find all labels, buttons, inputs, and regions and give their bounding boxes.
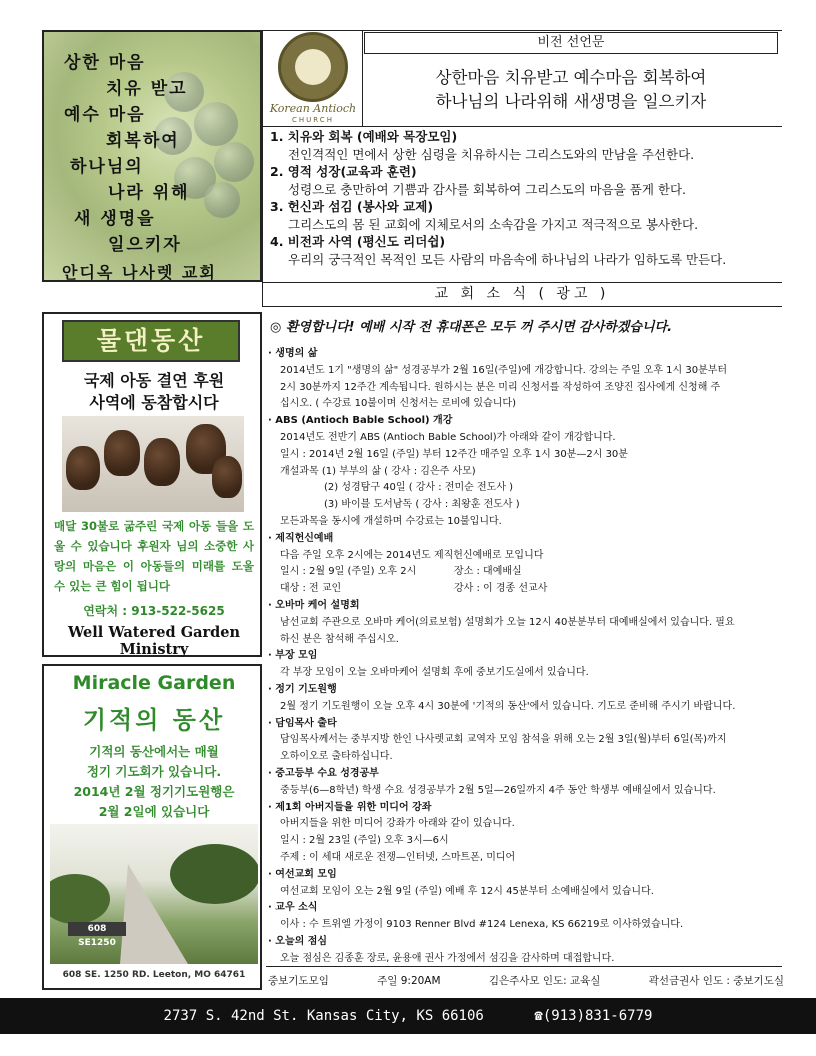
ad1-contact: 연락처 : 913-522-5625: [83, 604, 225, 618]
ad2-title-ko: 기적의 동산: [82, 706, 226, 734]
vision-line: 새 생명을: [74, 209, 156, 229]
vision-item-desc: 성령으로 충만하여 기쁨과 감사를 회복하여 그리스도의 마음을 품게 한다.: [288, 181, 687, 197]
road-sign: 608 SE1250: [68, 922, 126, 936]
vision-item-title: 4. 비전과 사역 (평신도 리더쉽): [270, 234, 446, 249]
vision-line: 상한 마음: [64, 53, 146, 73]
ad-miracle-garden: [42, 664, 262, 990]
vision-line: 예수 마음: [64, 105, 146, 125]
news-item-member: · 교우 소식 이사 : 수 트위엘 가정이 9103 Renner Blvd #124 Lenexa, KS 66219로 이사하였습니다.: [268, 900, 782, 934]
ad1-banner: 물댄동산: [62, 320, 240, 362]
news-item-prayer: · 정기 기도원행 2월 정기 기도원행이 오늘 오후 4시 30분에 '기적의 동산'에서 있습니다. 기도로 준비해 주시기 바랍니다.: [268, 682, 782, 716]
church-logo: [266, 30, 360, 126]
vision-line: 나라 위해: [108, 183, 190, 203]
ad2-address: 608 SE. 1250 RD. Leeton, MO 64761: [62, 970, 246, 980]
welcome-message: ◎ 환영합니다! 예배 시작 전 휴대폰은 모두 꺼 주시면 감사하겠습니다.: [270, 320, 673, 335]
ad1-ministry-name: Well Watered Garden Ministry: [67, 624, 241, 658]
logo-sub: CHURCH: [292, 116, 334, 124]
church-address-bar: [0, 998, 816, 1034]
grape-decoration: [214, 142, 254, 182]
news-item-fathers: · 제1회 아버지들을 위한 미디어 강좌 아버지들을 위한 미디어 강좌가 아래와 같이 있습니다. 일시 : 2월 23일 (주일) 오후 3시—6시 주제 : 이 세대 새로운 전쟁—인터넷, 스마트폰, 미디어: [268, 800, 782, 867]
vision-item-desc: 우리의 궁극적인 목적인 모든 사람의 마음속에 하나님의 나라가 임하도록 만든다.: [288, 251, 727, 267]
grape-decoration: [194, 102, 238, 146]
vision-line: 치유 받고: [106, 79, 188, 99]
news-title: 교 회 소 식 ( 광고 ): [434, 286, 610, 302]
news-item-youth: · 중고등부 수요 성경공부 중등부(6—8학년) 학생 수요 성경공부가 2월 5일—26일까지 4주 동안 학생부 예배실에서 있습니다.: [268, 766, 782, 800]
news-list: [268, 346, 782, 967]
vision-line: 일으키자: [108, 235, 182, 255]
ad2-title-en: Miracle Garden: [72, 672, 236, 694]
news-item-women: · 여선교회 모임 여선교회 모임이 오는 2월 9일 (주일) 예배 후 12시 45분부터 소예배실에서 있습니다.: [268, 867, 782, 901]
news-item-life: · 생명의 삶 2014년도 1기 "생명의 삶" 성경공부가 2월 16일(주일)에 개강합니다. 강의는 주일 오후 1시 30분부터 2시 30분까지 12주간 계속됩니다. 원하시는 분은 미리 신청서를 작성하여 조양진 집사에게 신청해 주 십시오. ( 수강료 10불이며 신청서는 로비에 있습니다): [268, 346, 782, 413]
ad-well-watered-garden: [42, 312, 262, 657]
praying-children-image: [62, 416, 244, 512]
church-phone: ☎(913)831-6779: [534, 1008, 653, 1024]
logo-name: Korean Antioch: [269, 102, 357, 115]
vision-statement: 상한마음 치유받고 예수마음 회복하여 하나님의 나라위해 새생명을 일으키자: [435, 68, 707, 111]
church-name: 안디옥 나사렛 교회: [62, 263, 217, 282]
grape-decoration: [204, 182, 240, 218]
vision-panel: [42, 30, 262, 282]
nazarene-seal-icon: [278, 32, 348, 102]
news-item-pastor: · 담임목사 출타 담임목사께서는 중부지방 한인 나사렛교회 교역자 모임 참석을 위해 오는 2월 3일(월)부터 6일(목)까지 오하이오로 출타하십니다.: [268, 716, 782, 766]
ad1-heading: 국제 아동 결연 후원: [83, 371, 225, 390]
vision-line: 회복하여: [106, 131, 180, 151]
news-item-meal: · 오늘의 점심 오늘 점심은 김종훈 장로, 윤용애 권사 가정에서 섬김을 감사하며 대접합니다.: [268, 934, 782, 968]
vision-list: [270, 128, 780, 268]
ad2-body: 기적의 동산에서는 매월 정기 기도회가 있습니다. 2014년 2월 정기기도원행은 2월 2일에 있습니다: [73, 744, 235, 819]
vision-item-title: 3. 헌신과 섬김 (봉사와 교제): [270, 199, 434, 214]
news-item-obamacare: · 오바마 케어 설명회 남선교회 주관으로 오바마 케어(의료보험) 설명회가 오늘 12시 40분분부터 대예배실에서 있습니다. 필요 하신 분은 참석해 주십시오.: [268, 598, 782, 648]
country-road-image: [50, 824, 258, 964]
ad1-heading: 사역에 동참합시다: [89, 393, 219, 412]
vision-line: 하나님의: [70, 157, 144, 177]
prayer-meeting-info: 중보기도모임 주일 9:20AM 김은주사모 인도: 교육실 곽선금권사 인도 : 중보기도실: [268, 975, 784, 987]
news-item-departments: · 부장 모임 각 부장 모임이 오늘 오바마케어 설명회 후에 중보기도실에서 있습니다.: [268, 648, 782, 682]
vision-item-desc: 전인격적인 면에서 상한 심령을 치유하시는 그리스도와의 만남을 주선한다.: [288, 146, 695, 162]
vision-title: 비전 선언문: [364, 32, 778, 54]
news-item-abs: · ABS (Antioch Bable School) 개강 2014년도 전반기 ABS (Antioch Bable School)가 아래와 같이 개강합니다. 일시 : 2014년 2월 16일 (주일) 부터 12주간 매주일 오후 1시 30분—2시 30분 개설과목 (1) 부부의 삶 ( 강사 : 김은주 사모) (2) 성경탐구 40일 ( 강사 : 전미순 전도사 ) (3) 바이블 도서남독 ( 강사 : 최왕훈 전도사 ) 모든과목을 동시에 개설하며 수강료는 10불입니다.: [268, 413, 782, 531]
church-address: 2737 S. 42nd St. Kansas City, KS 66106: [163, 1008, 484, 1024]
news-item-dedication: · 제직헌신예배 다음 주일 오후 2시에는 2014년도 제직헌신예배로 모입니다 일시 : 2월 9일 (주일) 오후 2시 장소 : 대예배실 대상 : 전 교인 강사 : 이 경종 선교사: [268, 531, 782, 598]
vision-item-title: 1. 치유와 회복 (예배와 목장모임): [270, 129, 458, 144]
vision-item-title: 2. 영적 성장(교육과 훈련): [270, 164, 417, 179]
vision-item-desc: 그리스도의 몸 된 교회에 지체로서의 소속감을 가지고 적극적으로 봉사한다.: [288, 216, 699, 232]
ad1-body: 매달 30불로 굶주린 국제 아동 들을 도울 수 있습니다 후원자 님의 소중한 사랑의 마음은 이 아동들의 미래를 도울 수 있는 큰 힘이 됩니다: [54, 519, 254, 593]
